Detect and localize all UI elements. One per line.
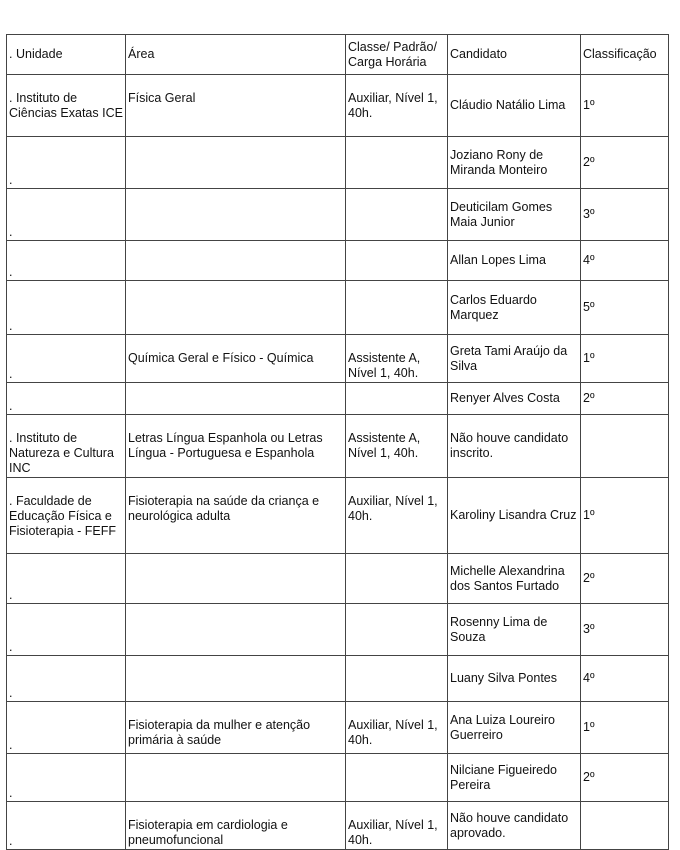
cell-classificacao: 5º <box>581 281 669 335</box>
cell-candidato: Deuticilam Gomes Maia Junior <box>448 189 581 241</box>
table-row <box>7 604 669 656</box>
cell-classificacao: 2º <box>581 137 669 189</box>
cell-classificacao: 1º <box>581 702 669 754</box>
cell-unidade: . <box>7 189 126 241</box>
cell-classe <box>346 281 448 335</box>
cell-unidade: . <box>7 554 126 604</box>
cell-classe: Auxiliar, Nível 1, 40h. <box>346 702 448 754</box>
header-area: Área <box>126 35 346 75</box>
header-row <box>7 35 669 75</box>
cell-classe: Assistente A, Nível 1, 40h. <box>346 335 448 383</box>
cell-candidato: Não houve candidato aprovado. <box>448 802 581 850</box>
cell-candidato: Joziano Rony de Miranda Monteiro <box>448 137 581 189</box>
cell-area <box>126 241 346 281</box>
cell-unidade: . <box>7 335 126 383</box>
cell-classificacao: 4º <box>581 241 669 281</box>
cell-unidade: . <box>7 241 126 281</box>
cell-area <box>126 604 346 656</box>
cell-candidato: Carlos Eduardo Marquez <box>448 281 581 335</box>
cell-classificacao <box>581 415 669 478</box>
cell-candidato: Nilciane Figueiredo Pereira <box>448 754 581 802</box>
cell-classificacao: 2º <box>581 383 669 415</box>
cell-candidato: Karoliny Lisandra Cruz <box>448 478 581 554</box>
cell-classe: Assistente A, Nível 1, 40h. <box>346 415 448 478</box>
cell-candidato: Greta Tami Araújo da Silva <box>448 335 581 383</box>
cell-classificacao: 1º <box>581 335 669 383</box>
cell-classificacao: 2º <box>581 754 669 802</box>
table-row <box>7 241 669 281</box>
table-row <box>7 383 669 415</box>
cell-candidato: Michelle Alexandrina dos Santos Furtado <box>448 554 581 604</box>
cell-classificacao: 3º <box>581 189 669 241</box>
cell-classificacao: 4º <box>581 656 669 702</box>
cell-area: Letras Língua Espanhola ou Letras Língua - Portuguesa e Espanhola <box>126 415 346 478</box>
header-unidade: . Unidade <box>7 35 126 75</box>
table-row <box>7 75 669 137</box>
cell-classe: Auxiliar, Nível 1, 40h. <box>346 478 448 554</box>
cell-area <box>126 137 346 189</box>
table-row <box>7 137 669 189</box>
cell-classe: Auxiliar, Nível 1, 40h. <box>346 75 448 137</box>
table-row <box>7 415 669 478</box>
cell-candidato: Rosenny Lima de Souza <box>448 604 581 656</box>
cell-unidade: . Faculdade de Educação Física e Fisioterapia - FEFF <box>7 478 126 554</box>
header-classe: Classe/ Padrão/ Carga Horária <box>346 35 448 75</box>
cell-candidato: Não houve candidato inscrito. <box>448 415 581 478</box>
table-row <box>7 802 669 850</box>
header-classificacao: Classificação <box>581 35 669 75</box>
cell-classe <box>346 189 448 241</box>
cell-candidato: Luany Silva Pontes <box>448 656 581 702</box>
cell-classificacao: 1º <box>581 478 669 554</box>
cell-candidato: Cláudio Natálio Lima <box>448 75 581 137</box>
table-row <box>7 478 669 554</box>
cell-area: Fisioterapia em cardiologia e pneumofuncional <box>126 802 346 850</box>
cell-unidade: . Instituto de Ciências Exatas ICE <box>7 75 126 137</box>
cell-unidade: . <box>7 802 126 850</box>
cell-area <box>126 281 346 335</box>
cell-classe <box>346 554 448 604</box>
cell-classe: Auxiliar, Nível 1, 40h. <box>346 802 448 850</box>
cell-area: Física Geral <box>126 75 346 137</box>
cell-classificacao: 3º <box>581 604 669 656</box>
cell-unidade: . <box>7 754 126 802</box>
cell-candidato: Allan Lopes Lima <box>448 241 581 281</box>
cell-area: Química Geral e Físico - Química <box>126 335 346 383</box>
cell-unidade: . <box>7 281 126 335</box>
table-row <box>7 281 669 335</box>
cell-area <box>126 383 346 415</box>
cell-classe <box>346 137 448 189</box>
table-row <box>7 656 669 702</box>
results-table <box>6 34 669 850</box>
cell-classe <box>346 754 448 802</box>
cell-unidade: . Instituto de Natureza e Cultura INC <box>7 415 126 478</box>
table-row <box>7 754 669 802</box>
header-candidato: Candidato <box>448 35 581 75</box>
cell-area <box>126 554 346 604</box>
cell-classe <box>346 241 448 281</box>
cell-area <box>126 189 346 241</box>
cell-unidade: . <box>7 137 126 189</box>
cell-unidade: . <box>7 383 126 415</box>
table-row <box>7 189 669 241</box>
cell-area: Fisioterapia da mulher e atenção primária à saúde <box>126 702 346 754</box>
cell-classe <box>346 383 448 415</box>
cell-classificacao <box>581 802 669 850</box>
cell-area <box>126 754 346 802</box>
cell-area <box>126 656 346 702</box>
cell-candidato: Renyer Alves Costa <box>448 383 581 415</box>
cell-classificacao: 1º <box>581 75 669 137</box>
cell-candidato: Ana Luiza Loureiro Guerreiro <box>448 702 581 754</box>
cell-area: Fisioterapia na saúde da criança e neurológica adulta <box>126 478 346 554</box>
cell-unidade: . <box>7 656 126 702</box>
table-row <box>7 335 669 383</box>
cell-unidade: . <box>7 702 126 754</box>
table-row <box>7 702 669 754</box>
cell-unidade: . <box>7 604 126 656</box>
cell-classificacao: 2º <box>581 554 669 604</box>
cell-classe <box>346 656 448 702</box>
cell-classe <box>346 604 448 656</box>
table-row <box>7 554 669 604</box>
